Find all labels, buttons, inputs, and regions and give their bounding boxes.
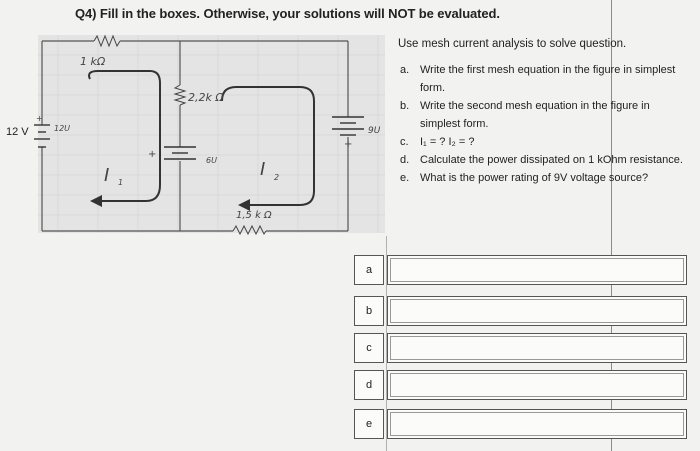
answer-box-a[interactable] [387,255,687,285]
item-text: I₁ = ? I₂ = ? [420,136,475,148]
battery-12v [34,125,50,147]
item-letter: e. [400,172,410,184]
answer-label-c: c [354,333,384,363]
r2-label: 2,2k Ω [188,91,224,104]
question-title: Q4) Fill in the boxes. Otherwise, your solutions will NOT be evaluated. [75,6,500,21]
circuit-wires [42,41,348,231]
mesh-loop-2 [222,87,314,205]
instruction-item [398,97,688,133]
item-letter: d. [400,154,410,166]
item-letter: c. [400,136,409,148]
instruction-item [398,151,688,169]
instructions [398,35,688,187]
r3-label: 1,5 k Ω [236,210,272,221]
plus-sign: + [36,114,43,123]
item-letter: a. [400,64,410,76]
answer-box-e[interactable] [387,409,687,439]
answer-label-b: b [354,296,384,326]
answer-label-d: d [354,370,384,400]
instruction-item [398,133,688,151]
mesh-2-current-subscript: 2 [274,173,280,182]
instructions-lead: Use mesh current analysis to solve question. [398,38,627,50]
source-9v-label: 9U [368,126,381,136]
circuit-diagram [38,35,385,233]
source-6v-label: 6U [206,156,217,165]
answer-box-d[interactable] [387,370,687,400]
instruction-item [398,61,688,97]
battery-9v [332,117,364,135]
battery-6v [164,147,196,159]
resistor-1k5 [233,226,266,234]
circuit-drawing [38,35,385,233]
answer-box-c[interactable] [387,333,687,363]
item-text: What is the power rating of 9V voltage source? [420,172,649,184]
mesh-loop-1 [89,71,160,201]
mesh-2-current-label: I [260,159,266,180]
instruction-item [398,169,688,187]
answer-label-a: a [354,255,384,285]
answer-label-e: e [354,409,384,439]
mesh-1-current-subscript: 1 [118,178,124,187]
mesh-1-arrow [90,195,102,207]
source-12v-handwritten: 12U [54,124,71,133]
plus-sign: + [344,139,353,150]
item-text: Write the second mesh equation in the figure in simplest form. [420,100,650,130]
source-12v-label: 12 V [6,126,29,138]
answer-box-b[interactable] [387,296,687,326]
mesh-1-current-label: I [104,165,110,186]
item-text: Write the first mesh equation in the figure in simplest form. [420,64,676,94]
r1-label: 1 kΩ [80,55,106,68]
item-text: Calculate the power dissipated on 1 kOhm resistance. [420,154,683,166]
item-letter: b. [400,100,410,112]
plus-sign: + [148,149,157,160]
